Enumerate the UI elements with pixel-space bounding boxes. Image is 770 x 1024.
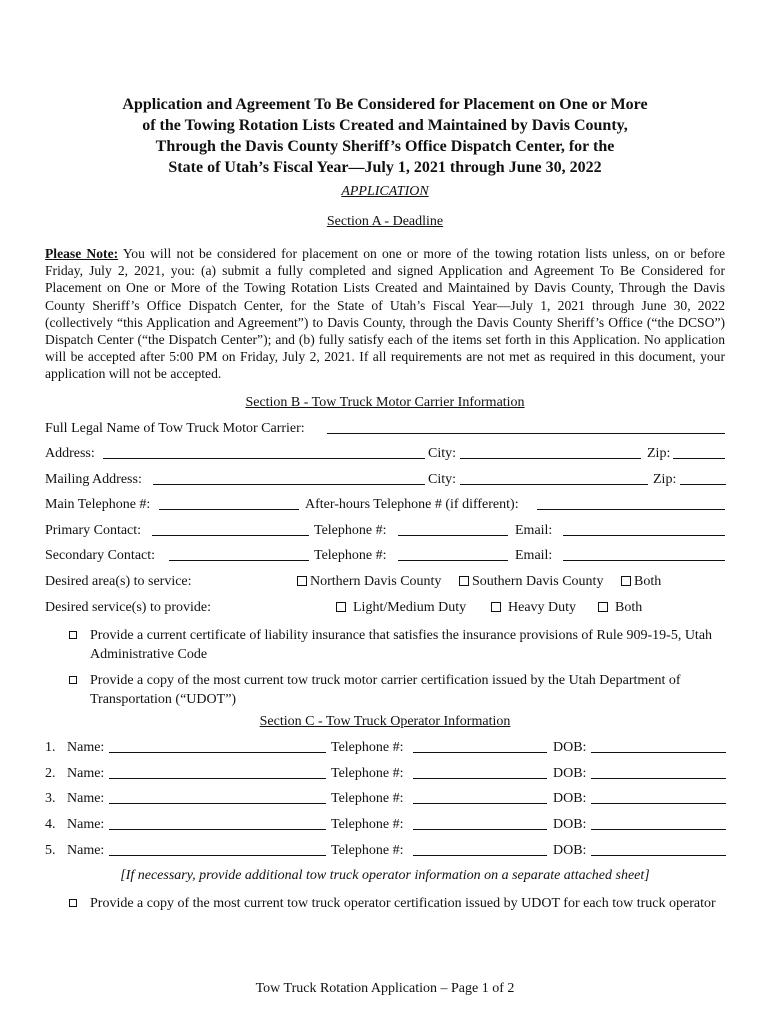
primary-telephone-field[interactable] (398, 523, 508, 536)
operator-row (45, 740, 726, 758)
service-light-label: Light/Medium Duty (353, 600, 467, 615)
operator-number: 4. (45, 817, 56, 832)
row-secondary-contact (45, 548, 726, 566)
checkbox-icon[interactable] (598, 602, 608, 612)
city-label: City: (428, 446, 457, 461)
desired-areas-label: Desired area(s) to service: (45, 574, 192, 589)
zip-field[interactable] (673, 446, 725, 459)
operator-telephone-label: Telephone #: (331, 791, 404, 806)
checklist-item-operator-cert (45, 894, 726, 934)
operator-name-field[interactable] (109, 843, 326, 856)
operator-name-label: Name: (67, 791, 105, 806)
section-a-heading: Section A - Deadline (326, 214, 444, 229)
operator-name-label: Name: (67, 740, 105, 755)
secondary-contact-field[interactable] (169, 548, 309, 561)
primary-telephone-label: Telephone #: (314, 523, 387, 538)
service-both-label: Both (615, 600, 643, 615)
deadline-note (45, 245, 725, 383)
primary-email-field[interactable] (563, 523, 725, 536)
primary-contact-label: Primary Contact: (45, 523, 142, 538)
operator-name-label: Name: (67, 843, 105, 858)
document-title (40, 94, 730, 178)
operator-name-label: Name: (67, 766, 105, 781)
checklist-insurance-text: Provide a current certificate of liability insurance that satisfies the insurance provisions of Rule 909-19-5, Utah Administrative Code (90, 628, 713, 662)
secondary-email-field[interactable] (563, 548, 725, 561)
operator-dob-label: DOB: (553, 740, 587, 755)
service-option-both[interactable] (598, 600, 642, 616)
title-line-1: Application and Agreement To Be Considered for Placement on One or More (122, 96, 648, 113)
checkbox-icon[interactable] (336, 602, 346, 612)
service-option-heavy[interactable] (491, 600, 576, 616)
city-field[interactable] (460, 446, 641, 459)
checkbox-icon[interactable] (459, 576, 469, 586)
subtitle-application: APPLICATION (341, 184, 429, 199)
operator-row (45, 791, 726, 809)
mailing-city-field[interactable] (460, 472, 648, 485)
row-telephone (45, 497, 726, 515)
operator-row (45, 843, 726, 861)
operator-telephone-field[interactable] (413, 791, 547, 804)
operator-telephone-label: Telephone #: (331, 740, 404, 755)
address-label: Address: (45, 446, 95, 461)
operator-telephone-label: Telephone #: (331, 766, 404, 781)
operator-name-field[interactable] (109, 766, 326, 779)
mailing-city-label: City: (428, 472, 457, 487)
zip-label: Zip: (647, 446, 671, 461)
checklist-operator-cert-text: Provide a copy of the most current tow truck operator certification issued by UDOT for each tow truck operator (90, 896, 716, 911)
operator-telephone-field[interactable] (413, 817, 547, 830)
checkbox-icon[interactable] (491, 602, 501, 612)
address-field[interactable] (103, 446, 425, 459)
area-option-southern[interactable] (459, 574, 603, 590)
title-line-4: State of Utah’s Fiscal Year—July 1, 2021 through June 30, 2022 (168, 159, 602, 176)
mailing-address-label: Mailing Address: (45, 472, 142, 487)
operator-dob-label: DOB: (553, 843, 587, 858)
operator-dob-field[interactable] (591, 791, 726, 804)
operator-name-field[interactable] (109, 791, 326, 804)
area-option-northern[interactable] (297, 574, 441, 590)
operator-dob-label: DOB: (553, 791, 587, 806)
row-desired-areas (45, 574, 726, 592)
primary-email-label: Email: (515, 523, 553, 538)
operator-row (45, 766, 726, 784)
operator-name-label: Name: (67, 817, 105, 832)
service-option-light[interactable] (336, 600, 466, 616)
checklist-item-insurance (45, 626, 726, 666)
operator-dob-field[interactable] (591, 740, 726, 753)
mailing-zip-label: Zip: (653, 472, 677, 487)
operator-dob-label: DOB: (553, 766, 587, 781)
operator-telephone-label: Telephone #: (331, 843, 404, 858)
title-line-3: Through the Davis County Sheriff’s Office Dispatch Center, for the (155, 138, 615, 155)
operator-additional-note: [If necessary, provide additional tow truck operator information on a separate attached sheet] (120, 868, 650, 883)
operator-telephone-field[interactable] (413, 766, 547, 779)
operator-number: 2. (45, 766, 56, 781)
secondary-telephone-field[interactable] (398, 548, 508, 561)
operator-row (45, 817, 726, 835)
main-telephone-field[interactable] (159, 497, 299, 510)
area-option-both[interactable] (621, 574, 661, 590)
operator-telephone-field[interactable] (413, 740, 547, 753)
operator-name-field[interactable] (109, 740, 326, 753)
primary-contact-field[interactable] (152, 523, 309, 536)
operator-number: 5. (45, 843, 56, 858)
checklist-item-udot-carrier (45, 671, 726, 711)
section-c-heading: Section C - Tow Truck Operator Information (259, 714, 511, 729)
row-mailing-address (45, 472, 726, 490)
operator-dob-label: DOB: (553, 817, 587, 832)
note-label: Please Note: (45, 246, 119, 261)
mailing-zip-field[interactable] (680, 472, 726, 485)
operator-number: 3. (45, 791, 56, 806)
legal-name-label: Full Legal Name of Tow Truck Motor Carrier: (45, 421, 305, 436)
area-both-label: Both (634, 574, 662, 589)
checkbox-icon[interactable] (69, 899, 77, 907)
row-address (45, 446, 726, 464)
operator-name-field[interactable] (109, 817, 326, 830)
operator-dob-field[interactable] (591, 843, 726, 856)
service-heavy-label: Heavy Duty (508, 600, 577, 615)
operator-dob-field[interactable] (591, 817, 726, 830)
checkbox-icon[interactable] (69, 631, 77, 639)
operator-telephone-field[interactable] (413, 843, 547, 856)
secondary-email-label: Email: (515, 548, 553, 563)
row-primary-contact (45, 523, 726, 541)
main-telephone-label: Main Telephone #: (45, 497, 151, 512)
legal-name-field[interactable] (327, 421, 725, 434)
secondary-telephone-label: Telephone #: (314, 548, 387, 563)
operator-dob-field[interactable] (591, 766, 726, 779)
checklist-udot-carrier-text: Provide a copy of the most current tow truck motor carrier certification issued by the Utah Department of Transportation (“UDOT”) (90, 673, 681, 707)
title-line-2: of the Towing Rotation Lists Created and Maintained by Davis County, (142, 117, 628, 134)
area-southern-label: Southern Davis County (472, 574, 604, 589)
mailing-address-field[interactable] (153, 472, 425, 485)
row-desired-services (45, 600, 726, 618)
operator-telephone-label: Telephone #: (331, 817, 404, 832)
desired-services-label: Desired service(s) to provide: (45, 600, 211, 615)
section-b-heading: Section B - Tow Truck Motor Carrier Information (245, 395, 525, 410)
page-footer: Tow Truck Rotation Application – Page 1 of 2 (255, 981, 515, 996)
checkbox-icon[interactable] (297, 576, 307, 586)
area-northern-label: Northern Davis County (310, 574, 442, 589)
checkbox-icon[interactable] (69, 676, 77, 684)
row-legal-name (45, 421, 726, 439)
after-hours-field[interactable] (537, 497, 725, 510)
checkbox-icon[interactable] (621, 576, 631, 586)
secondary-contact-label: Secondary Contact: (45, 548, 156, 563)
operator-number: 1. (45, 740, 56, 755)
after-hours-label: After-hours Telephone # (if different): (305, 497, 519, 512)
note-text: You will not be considered for placement on one or more of the towing rotation lists unless, on or before Friday, July 2, 2021, you: (a) submit a fully completed and signed Application and Agreement To Be Considered for Placement on One or More of the Towing Rotation Lists Created and Maintained by Davis County, Through the Davis County Sheriff’s Office Dispatch Center, for the State of Utah’s Fiscal Year—July 1, 2021 through June 30, 2022 (collectively “this Application and Agreement”) to Davis County, through the Davis County Sheriff’s Office (“the DCSO”) Dispatch Center (“the Dispatch Center”); and (b) fully satisfy each of the items set forth in this Application. No application will be accepted after 5:00 PM on Friday, July 2, 2021. If all requirements are not met as required in this document, your application will not be accepted. (45, 246, 725, 382)
